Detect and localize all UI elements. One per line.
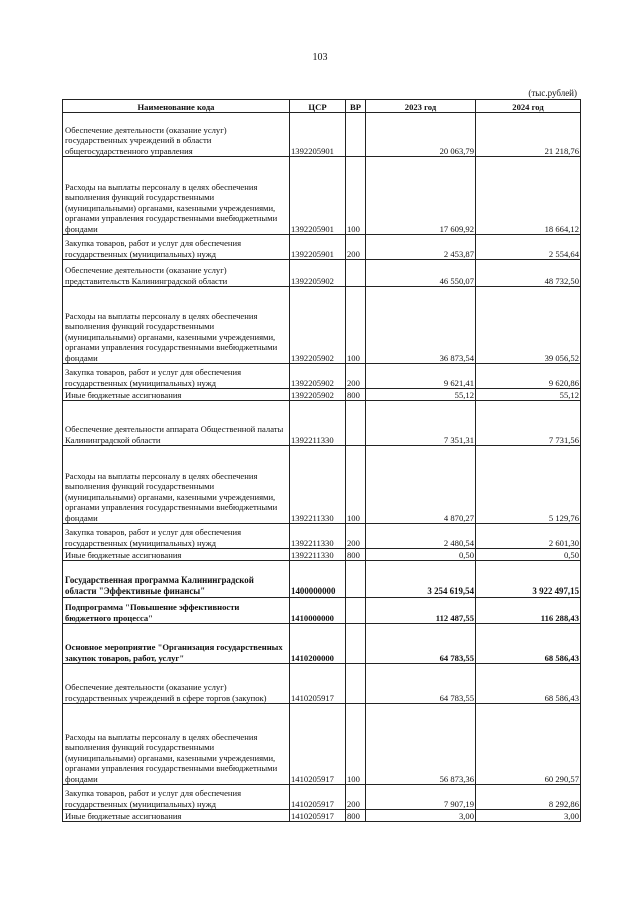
table-row (63, 664, 581, 704)
row-amount-2023: 56 873,36 (366, 704, 476, 785)
row-vr-code (346, 561, 366, 598)
row-amount-2023: 46 550,07 (366, 260, 476, 287)
row-vr-code (346, 664, 366, 704)
row-vr-code: 100 (346, 704, 366, 785)
row-amount-2023: 36 873,54 (366, 287, 476, 364)
row-name: Государственная программа Калининградской области "Эффективные финансы" (63, 561, 290, 598)
table-row (63, 561, 581, 598)
row-vr-code: 100 (346, 157, 366, 235)
row-amount-2023: 9 621,41 (366, 364, 476, 389)
row-name: Закупка товаров, работ и услуг для обеспечения государственных (муниципальных) нужд (63, 364, 290, 389)
table-row (63, 113, 581, 157)
row-vr-code: 800 (346, 549, 366, 561)
row-vr-code: 800 (346, 389, 366, 401)
row-vr-code: 100 (346, 446, 366, 524)
row-amount-2023: 2 480,54 (366, 524, 476, 549)
table-row (63, 624, 581, 664)
row-amount-2023: 4 870,27 (366, 446, 476, 524)
row-csr-code: 1410205917 (290, 704, 346, 785)
row-amount-2024: 7 731,56 (476, 401, 581, 446)
row-name: Основное мероприятие "Организация государственных закупок товаров, работ, услуг" (63, 624, 290, 664)
header-csr: ЦСР (290, 100, 346, 113)
table-row (63, 524, 581, 549)
row-csr-code: 1410000000 (290, 598, 346, 624)
table-body (63, 113, 581, 822)
row-csr-code: 1392205901 (290, 157, 346, 235)
table-row (63, 157, 581, 235)
row-amount-2024: 68 586,43 (476, 624, 581, 664)
row-amount-2023: 64 783,55 (366, 664, 476, 704)
row-vr-code: 800 (346, 810, 366, 822)
row-vr-code (346, 401, 366, 446)
table-row (63, 401, 581, 446)
row-csr-code: 1392205902 (290, 389, 346, 401)
row-name: Закупка товаров, работ и услуг для обеспечения государственных (муниципальных) нужд (63, 785, 290, 810)
row-name: Закупка товаров, работ и услуг для обеспечения государственных (муниципальных) нужд (63, 235, 290, 260)
row-vr-code (346, 624, 366, 664)
table-row (63, 810, 581, 822)
units-label: (тыс.рублей) (528, 88, 577, 98)
row-amount-2023: 3 254 619,54 (366, 561, 476, 598)
row-amount-2024: 48 732,50 (476, 260, 581, 287)
row-name: Расходы на выплаты персоналу в целях обеспечения выполнения функций государственными (муниципальными) органами, казенными учреждениями, органами управления государственными внебюджетными фондами (63, 157, 290, 235)
row-amount-2024: 21 218,76 (476, 113, 581, 157)
row-name: Иные бюджетные ассигнования (63, 389, 290, 401)
row-csr-code: 1392211330 (290, 446, 346, 524)
row-name: Расходы на выплаты персоналу в целях обеспечения выполнения функций государственными (муниципальными) органами, казенными учреждениями, органами управления государственными внебюджетными фондами (63, 704, 290, 785)
row-amount-2024: 9 620,86 (476, 364, 581, 389)
row-csr-code: 1392211330 (290, 401, 346, 446)
row-amount-2023: 7 907,19 (366, 785, 476, 810)
row-vr-code: 200 (346, 235, 366, 260)
row-csr-code: 1392205901 (290, 235, 346, 260)
row-amount-2023: 7 351,31 (366, 401, 476, 446)
header-vr: ВР (346, 100, 366, 113)
table-row (63, 389, 581, 401)
row-vr-code (346, 598, 366, 624)
row-amount-2024: 2 554,64 (476, 235, 581, 260)
page-number: 103 (312, 52, 328, 63)
table-row (63, 598, 581, 624)
row-amount-2024: 18 664,12 (476, 157, 581, 235)
header-2023: 2023 год (366, 100, 476, 113)
row-csr-code: 1392205901 (290, 113, 346, 157)
row-csr-code: 1400000000 (290, 561, 346, 598)
row-csr-code: 1410205917 (290, 785, 346, 810)
row-name: Иные бюджетные ассигнования (63, 549, 290, 561)
table-row (63, 235, 581, 260)
row-csr-code: 1392205902 (290, 364, 346, 389)
table-row (63, 549, 581, 561)
row-amount-2024: 60 290,57 (476, 704, 581, 785)
row-csr-code: 1392205902 (290, 260, 346, 287)
row-amount-2024: 8 292,86 (476, 785, 581, 810)
row-name: Обеспечение деятельности (оказание услуг) государственных учреждений в сфере торгов (закупок) (63, 664, 290, 704)
row-amount-2023: 20 063,79 (366, 113, 476, 157)
row-amount-2023: 2 453,87 (366, 235, 476, 260)
budget-table (62, 99, 581, 822)
row-csr-code: 1410205917 (290, 664, 346, 704)
table-row (63, 287, 581, 364)
row-vr-code: 200 (346, 364, 366, 389)
row-name: Закупка товаров, работ и услуг для обеспечения государственных (муниципальных) нужд (63, 524, 290, 549)
row-amount-2023: 0,50 (366, 549, 476, 561)
row-vr-code: 200 (346, 785, 366, 810)
row-amount-2024: 5 129,76 (476, 446, 581, 524)
row-vr-code: 100 (346, 287, 366, 364)
row-amount-2024: 2 601,30 (476, 524, 581, 549)
row-amount-2024: 116 288,43 (476, 598, 581, 624)
row-amount-2024: 55,12 (476, 389, 581, 401)
row-csr-code: 1410205917 (290, 810, 346, 822)
row-name: Обеспечение деятельности аппарата Общественной палаты Калининградской области (63, 401, 290, 446)
row-amount-2023: 55,12 (366, 389, 476, 401)
row-csr-code: 1392205902 (290, 287, 346, 364)
header-name: Наименование кода (63, 100, 290, 113)
row-name: Расходы на выплаты персоналу в целях обеспечения выполнения функций государственными (муниципальными) органами, казенными учреждениями, органами управления государственными внебюджетными фондами (63, 446, 290, 524)
row-amount-2024: 3 922 497,15 (476, 561, 581, 598)
table-row (63, 364, 581, 389)
row-amount-2024: 0,50 (476, 549, 581, 561)
row-amount-2024: 39 056,52 (476, 287, 581, 364)
row-name: Иные бюджетные ассигнования (63, 810, 290, 822)
table-row (63, 785, 581, 810)
row-vr-code (346, 260, 366, 287)
row-csr-code: 1392211330 (290, 549, 346, 561)
row-vr-code: 200 (346, 524, 366, 549)
table-header-row (63, 100, 581, 113)
row-name: Обеспечение деятельности (оказание услуг) представительств Калининградской области (63, 260, 290, 287)
row-amount-2023: 64 783,55 (366, 624, 476, 664)
row-amount-2024: 68 586,43 (476, 664, 581, 704)
header-2024: 2024 год (476, 100, 581, 113)
row-name: Обеспечение деятельности (оказание услуг) государственных учреждений в области общегосударственного управления (63, 113, 290, 157)
table-row (63, 446, 581, 524)
row-amount-2023: 17 609,92 (366, 157, 476, 235)
row-amount-2023: 112 487,55 (366, 598, 476, 624)
row-vr-code (346, 113, 366, 157)
row-name: Расходы на выплаты персоналу в целях обеспечения выполнения функций государственными (муниципальными) органами, казенными учреждениями, органами управления государственными внебюджетными фондами (63, 287, 290, 364)
row-amount-2023: 3,00 (366, 810, 476, 822)
row-csr-code: 1410200000 (290, 624, 346, 664)
row-name: Подпрограмма "Повышение эффективности бюджетного процесса" (63, 598, 290, 624)
row-amount-2024: 3,00 (476, 810, 581, 822)
table-row (63, 260, 581, 287)
table-row (63, 704, 581, 785)
row-csr-code: 1392211330 (290, 524, 346, 549)
